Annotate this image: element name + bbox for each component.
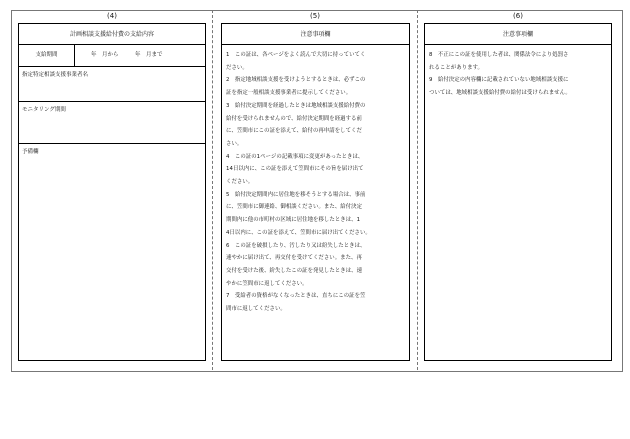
note-line: 給付を受けられませんので、給付決定期間を経過する前 — [226, 115, 362, 122]
panel-title: 注意事項欄 — [222, 24, 409, 45]
notes-panel-5 — [221, 23, 410, 361]
fold-line-right — [417, 10, 418, 370]
payment-period-label: 支給期間 — [19, 45, 75, 66]
note-line: ださい。 — [226, 64, 248, 71]
payment-period-value: 年 月から 年 月まで — [91, 52, 163, 58]
payment-period-row — [19, 45, 205, 67]
note-line: 4 この証の1ページの記載事項に変更があったときは、 — [226, 153, 364, 160]
note-line: 8 不正にこの証を使用した者は、関係法令により処罰さ — [429, 52, 569, 58]
note-line: 2 指定地域相談支援を受けようとするときは、必ずこの — [226, 77, 366, 84]
note-line: 間市に返してください。 — [226, 306, 286, 313]
note-line: 1 この証は、各ページをよく読んで大切に持っていてく — [226, 52, 366, 58]
note-line: 証を指定一般相談支援事業者に提示してください。 — [226, 90, 352, 97]
remarks-row — [19, 144, 205, 354]
note-line: 交付を受けた後、紛失したこの証を発見したときは、速 — [226, 267, 363, 274]
note-line: 6 この証を破損したり、汚したり又は紛失したときは、 — [226, 242, 366, 249]
page-number-5: (5) — [310, 12, 320, 20]
note-line: 5 給付決定期間内に居住地を移そうとする場合は、事前 — [226, 191, 366, 198]
panel-title: 計画相談支援給付費の支給内容 — [19, 24, 205, 45]
note-line: 9 給付決定の内容欄に記載されていない地域相談支援に — [429, 77, 569, 84]
note-line: ついては、地域相談支援給付費の給付は受けられません。 — [429, 90, 571, 97]
page-number-6: (6) — [513, 12, 523, 20]
benefit-content-panel — [18, 23, 206, 361]
note-line: 期間内に他の市町村の区域に居住地を移したときは、1 — [226, 217, 361, 224]
notes-list — [425, 45, 611, 100]
monitoring-row — [19, 102, 205, 144]
note-line: 速やかに届け出て、再交付を受けてください。また、再 — [226, 255, 362, 262]
note-line: れることがあります。 — [429, 64, 483, 71]
note-line: さい。 — [226, 140, 243, 147]
notes-list — [222, 45, 409, 316]
note-line: やかに笠間市に返してください。 — [226, 280, 308, 287]
note-line: 4日以内に、この証を添えて、笠間市に届け出てください。 — [226, 229, 371, 236]
note-line: 3 給付決定期間を経過したときは地域相談支援給付費の — [226, 102, 366, 109]
panel-title: 注意事項欄 — [425, 24, 611, 45]
note-line: に、笠間市にこの証を添えて、給付の再申請をしてくだ — [226, 128, 362, 135]
note-line: 7 受給者の資格がなくなったときは、直ちにこの証を笠 — [226, 293, 366, 300]
note-line: 14日以内に、この証を添えて笠間市にその旨を届け出て — [226, 166, 364, 173]
note-line: に、笠間市に御連絡、御相談ください。また、給付決定 — [226, 204, 363, 211]
monitoring-label: モニタリング期間 — [22, 107, 66, 113]
page-number-4: (4) — [107, 12, 117, 20]
provider-label: 指定特定相談支援事業者名 — [22, 72, 89, 78]
remarks-label: 予備欄 — [22, 149, 39, 155]
fold-line-left — [212, 10, 213, 370]
note-line: ください。 — [226, 179, 254, 186]
notes-panel-6 — [424, 23, 612, 361]
provider-row — [19, 67, 205, 102]
